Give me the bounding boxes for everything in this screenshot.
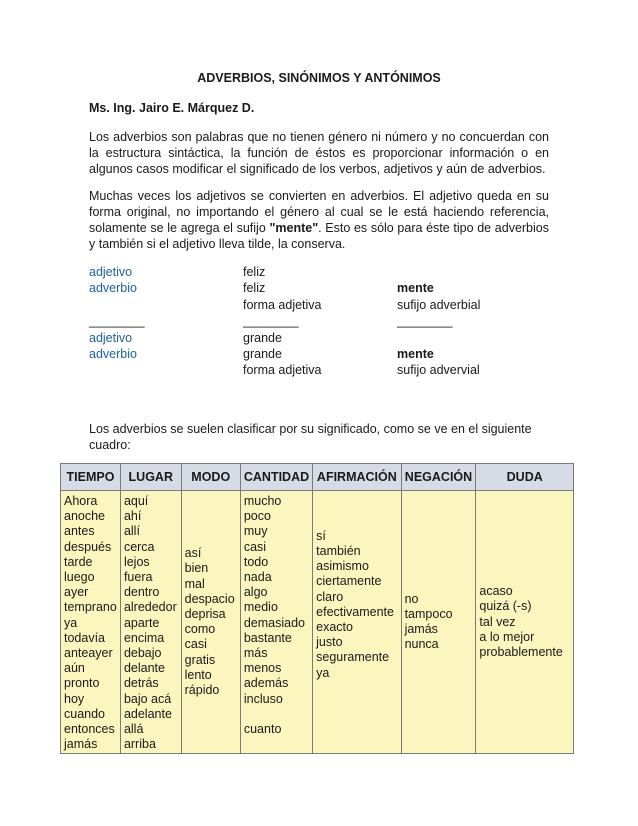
example2-adverbio-label: adverbio — [89, 347, 137, 361]
table-cell-word: allí — [123, 524, 140, 539]
example2-adverbio-word: grande — [243, 347, 282, 361]
example1-adverbio-label: adverbio — [89, 281, 137, 295]
table-cell-word: exacto — [316, 619, 353, 634]
table-cell-word: cerca — [123, 539, 155, 554]
table-cell-word: dentro — [123, 585, 160, 600]
example2-form-caption: forma adjetiva — [243, 363, 322, 377]
table-cell-word: ya — [64, 615, 78, 630]
table-header-row — [61, 464, 574, 491]
table-cell-word: bajo acá — [123, 691, 172, 706]
table-cell-word: jamás — [404, 622, 438, 637]
column-modo — [181, 491, 240, 754]
table-cell-word: demasiado — [243, 615, 306, 630]
table-cell-word: rápido — [184, 683, 220, 698]
header-duda: DUDA — [476, 464, 574, 491]
table-cell-word: después — [64, 539, 112, 554]
table-cell-word: todo — [243, 554, 269, 569]
table-cell-word: asimismo — [316, 559, 369, 574]
table-cell-word: encima — [123, 630, 165, 645]
table-cell-word: seguramente — [316, 650, 390, 665]
separator-line: ________ — [243, 314, 299, 328]
table-cell-word: entonces — [64, 722, 115, 737]
table-cell-word: deprisa — [184, 607, 226, 622]
table-cell-word: no — [404, 591, 419, 606]
table-cell-word: fuera — [123, 570, 153, 585]
table-cell-word: ahí — [123, 509, 142, 524]
table-cell-word: alrededor — [123, 600, 177, 615]
table-cell-word: quizá (-s) — [479, 599, 532, 614]
table-cell-word: incluso — [243, 691, 283, 706]
table-cell-word: bien — [184, 561, 209, 576]
table-cell-word: efectivamente — [316, 604, 394, 619]
table-cell-word: bastante — [243, 630, 292, 645]
table-cell-word: mal — [184, 576, 205, 591]
table-cell-word: aquí — [123, 494, 149, 508]
table-cell-word: lento — [184, 667, 212, 682]
table-cell-word: probablemente — [479, 645, 563, 660]
table-cell-word: despacio — [184, 591, 235, 606]
author-name: Ms. Ing. Jairo E. Márquez D. — [89, 101, 255, 115]
table-cell-word: menos — [243, 661, 282, 676]
example1-adverbio-word: feliz — [243, 281, 266, 295]
table-cell-word: anoche — [64, 509, 106, 524]
table-row — [61, 491, 574, 754]
table-cell-word: sí — [316, 528, 326, 543]
table-cell-word: casi — [243, 539, 267, 554]
table-cell-word: jamás — [64, 737, 98, 752]
table-cell-word: así — [184, 546, 202, 561]
suffix-emphasis: "mente" — [269, 221, 319, 235]
table-cell-word: tarde — [64, 554, 93, 569]
header-negacion: NEGACIÓN — [401, 464, 476, 491]
header-cantidad: CANTIDAD — [240, 464, 312, 491]
table-cell-word: ayer — [64, 585, 89, 600]
table-cell-word: tal vez — [479, 614, 516, 629]
table-cell-word: ya — [316, 665, 330, 680]
table-cell-word: lejos — [123, 554, 150, 569]
table-cell-word: muy — [243, 524, 268, 539]
table-cell-word: aparte — [123, 615, 160, 630]
column-tiempo — [61, 491, 121, 754]
example2-suffix-caption: sufijo advervial — [397, 363, 480, 377]
table-cell-word: algo — [243, 585, 268, 600]
table-cell-word: acaso — [479, 584, 513, 599]
table-cell-word: tampoco — [404, 607, 453, 622]
table-cell-word: también — [316, 543, 361, 558]
header-tiempo: TIEMPO — [61, 464, 121, 491]
table-cell-word: como — [184, 622, 216, 637]
separator-line: ________ — [397, 314, 453, 328]
table-cell-word: claro — [316, 589, 344, 604]
table-cell-word: luego — [64, 570, 95, 585]
adverb-classification-table — [60, 463, 574, 754]
table-cell-word: pronto — [64, 676, 100, 691]
table-cell-word: además — [243, 676, 289, 691]
column-lugar — [120, 491, 181, 754]
suffix-paragraph-after: . Esto es sólo para éste tipo de adverbios y también si el adjetivo lleva tilde, la conserva. — [89, 221, 549, 251]
document-title: ADVERBIOS, SINÓNIMOS Y ANTÓNIMOS — [197, 71, 441, 85]
example2-adjetivo-word: grande — [243, 331, 282, 345]
example2-adjetivo-label: adjetivo — [89, 331, 133, 345]
table-cell-word: adelante — [123, 706, 172, 721]
table-cell-word: a lo mejor — [479, 629, 535, 644]
suffix-paragraph — [89, 188, 549, 252]
table-cell-word: cuanto — [243, 722, 282, 737]
separator-line: ________ — [89, 314, 145, 328]
table-cell-word: todavía — [64, 630, 106, 645]
table-cell-word: debajo — [123, 646, 162, 661]
header-modo: MODO — [181, 464, 240, 491]
table-cell-word: hoy — [64, 691, 85, 706]
table-cell-word: anteayer — [64, 646, 113, 661]
column-cantidad — [240, 491, 312, 754]
table-cell-word: aún — [64, 661, 85, 676]
table-cell-word: gratis — [184, 652, 216, 667]
example1-adjetivo-word: feliz — [243, 265, 266, 279]
table-cell-word: delante — [123, 661, 165, 676]
table-cell-word: poco — [243, 509, 271, 524]
suffix-paragraph-before: Muchas veces los adjetivos se convierten en adverbios. El adjetivo queda en su forma original, no importando el género al cual se le está haciendo referencia, solamente se le agrega el sufijo — [89, 189, 549, 235]
table-cell-word: nada — [243, 570, 272, 585]
table-cell-word: antes — [64, 524, 95, 539]
example1-form-caption: forma adjetiva — [243, 298, 322, 312]
intro-paragraph: Los adverbios son palabras que no tienen género ni número y no concuerdan con la estructura sintáctica, la función de éstos es proporcionar información o en algunos casos modificar el significado de los verbos, adjetivos y aún de adverbios. — [89, 130, 549, 176]
table-cell-word: más — [243, 646, 268, 661]
table-cell-word: Ahora — [64, 494, 98, 508]
table-cell-word: justo — [316, 635, 343, 650]
table-cell-word — [244, 707, 309, 722]
table-cell-word: cuando — [64, 706, 106, 721]
table-cell-word: detrás — [123, 676, 159, 691]
example1-suffix: mente — [397, 281, 434, 295]
header-lugar: LUGAR — [120, 464, 181, 491]
table-cell-word: temprano — [64, 600, 117, 615]
table-cell-word: medio — [243, 600, 278, 615]
column-duda — [476, 491, 574, 754]
table-cell-word: mucho — [243, 494, 282, 508]
example1-adjetivo-label: adjetivo — [89, 265, 133, 279]
column-negacion — [401, 491, 476, 754]
table-cell-word: nunca — [404, 637, 439, 652]
example1-suffix-caption: sufijo adverbial — [397, 298, 481, 312]
table-cell-word: casi — [184, 637, 207, 652]
classification-paragraph: Los adverbios se suelen clasificar por su significado, como se ve en el siguiente cuadro: — [89, 422, 532, 452]
table-cell-word: ciertamente — [316, 574, 382, 589]
column-afirmacion — [313, 491, 401, 754]
table-cell-word: allá — [123, 722, 144, 737]
table-cell-word: arriba — [123, 737, 156, 752]
example2-suffix: mente — [397, 347, 434, 361]
header-afirmacion: AFIRMACIÓN — [313, 464, 401, 491]
